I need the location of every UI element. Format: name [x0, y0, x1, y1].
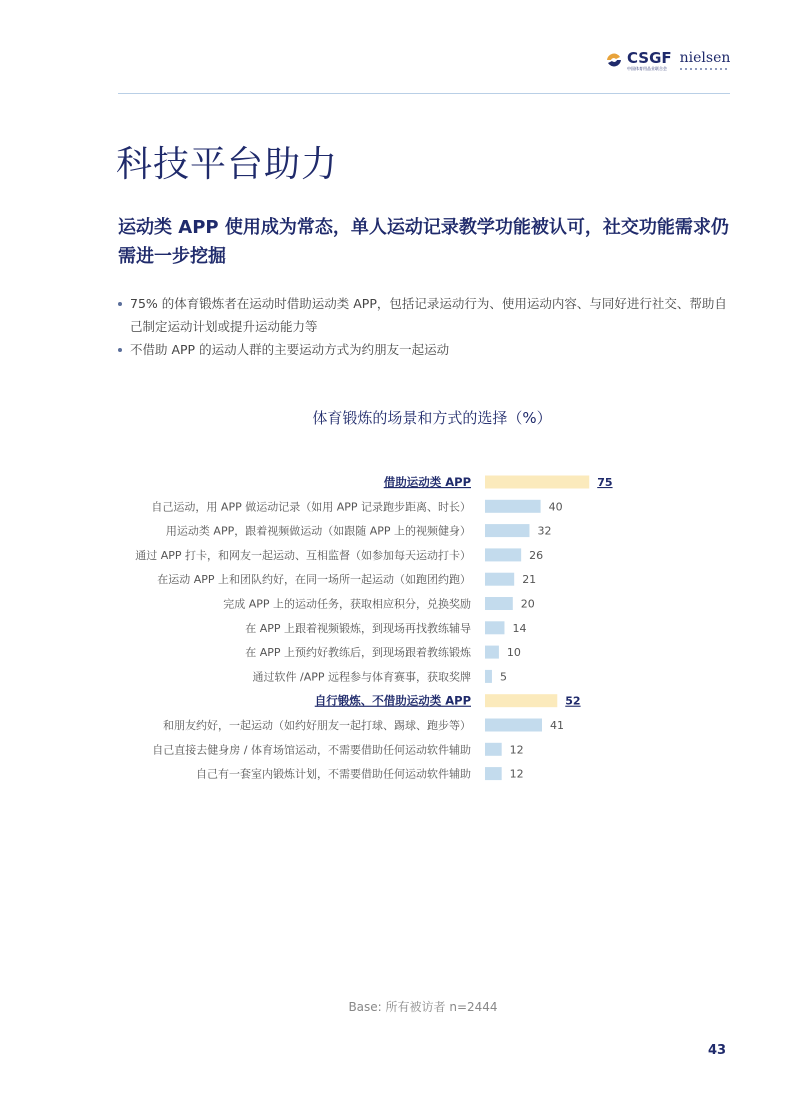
page-title: 科技平台助力	[116, 144, 339, 185]
nielsen-logo-text: nielsen	[679, 49, 731, 66]
page-number: 43	[708, 1043, 727, 1058]
value-label: 14	[512, 621, 527, 635]
value-label: 32	[537, 524, 552, 538]
bar	[485, 476, 589, 489]
bullet-list	[118, 292, 738, 361]
bar	[485, 670, 492, 683]
value-label: 21	[522, 573, 537, 587]
bar	[485, 524, 529, 537]
value-label: 12	[509, 743, 524, 757]
value-label: 75	[597, 476, 613, 489]
bar	[485, 767, 502, 780]
bullet-item: 75% 的体育锻炼者在运动时借助运动类 APP，包括记录运动行为、使用运动内容、与同好进行社交、帮助自己制定运动计划或提升运动能力等	[118, 292, 738, 338]
value-label: 10	[506, 646, 521, 660]
bar	[485, 743, 502, 756]
header-rule	[118, 93, 730, 94]
value-label: 40	[548, 500, 563, 514]
bar	[485, 548, 521, 561]
bullet-item: 不借助 APP 的运动人群的主要运动方式为约朋友一起运动	[118, 338, 738, 361]
category-label: 自己有一套室内锻炼计划，不需要借助任何运动软件辅助	[196, 767, 471, 781]
category-label: 在 APP 上预约好教练后，到现场跟着教练锻炼	[245, 646, 471, 660]
csgf-logo-text: CSGF	[627, 48, 672, 67]
category-label: 在 APP 上跟着视频锻炼，到现场再找教练辅导	[245, 621, 471, 635]
base-note: Base: 所有被访者 n=2444	[348, 1000, 498, 1014]
bar	[485, 597, 513, 610]
category-label: 自己运动，用 APP 做运动记录（如用 APP 记录跑步距离、时长）	[151, 500, 471, 514]
header-logo	[604, 46, 730, 74]
bar	[485, 500, 541, 513]
bar	[485, 646, 499, 659]
category-label: 借助运动类 APP	[383, 475, 471, 489]
category-label: 和朋友约好，一起运动（如约好朋友一起打球、踢球、跑步等）	[163, 719, 471, 732]
chart-title: 体育锻炼的场景和方式的选择（%）	[312, 409, 552, 427]
category-label: 通过 APP 打卡，和网友一起运动、互相监督（如参加每天运动打卡）	[135, 548, 471, 562]
value-label: 12	[509, 767, 524, 781]
value-label: 5	[499, 670, 507, 684]
category-label: 自己直接去健身房 / 体育场馆运动，不需要借助任何运动软件辅助	[152, 743, 471, 757]
category-label: 完成 APP 上的运动任务，获取相应积分，兑换奖励	[223, 597, 471, 611]
category-label: 自行锻炼、不借助运动类 APP	[314, 693, 471, 708]
bar	[485, 694, 557, 707]
value-label: 41	[549, 719, 564, 732]
value-label: 26	[529, 548, 544, 562]
value-label: 52	[565, 694, 581, 708]
csgf-logo-subtext: 中国体育用品业联合会	[627, 65, 667, 71]
value-label: 20	[520, 597, 535, 611]
page-subtitle: 运动类 APP 使用成为常态，单人运动记录教学功能被认可，社交功能需求仍需进一步挖掘	[118, 217, 729, 267]
csgf-logo-icon	[604, 50, 624, 70]
bar	[485, 621, 504, 634]
bar	[485, 719, 542, 732]
bar-chart	[0, 466, 800, 796]
bar	[485, 573, 514, 586]
category-label: 通过软件 /APP 远程参与体育赛事，获取奖牌	[252, 670, 471, 684]
category-label: 用运动类 APP，跟着视频做运动（如跟随 APP 上的视频健身）	[165, 524, 471, 538]
nielsen-logo-dots	[680, 68, 731, 70]
category-label: 在运动 APP 上和团队约好，在同一场所一起运动（如跑团约跑）	[157, 573, 471, 587]
